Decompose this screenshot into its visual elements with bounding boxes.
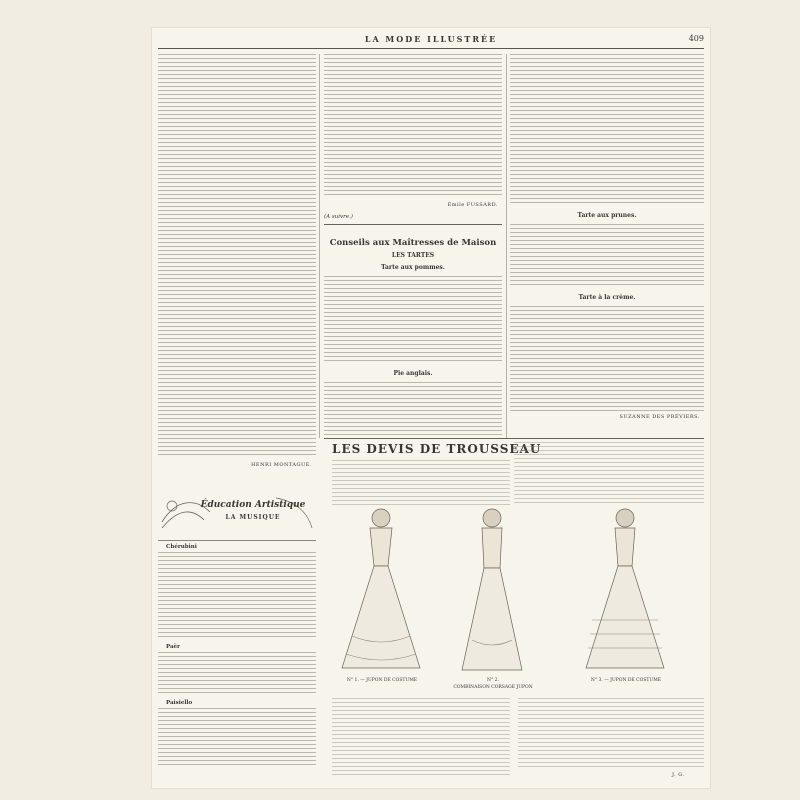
petticoat-illustration bbox=[338, 508, 424, 676]
article-text-block bbox=[324, 382, 502, 436]
article-text-block bbox=[510, 224, 704, 288]
article-text-block bbox=[324, 54, 502, 196]
section-rule bbox=[324, 438, 704, 439]
lead-word: Paër bbox=[166, 644, 180, 650]
section-banner-education bbox=[158, 488, 316, 541]
author-signature: SUZANNE DES PRÉVIERS. bbox=[619, 414, 700, 420]
article-text-block bbox=[332, 698, 510, 776]
combination-illustration bbox=[452, 508, 532, 676]
article-text-block bbox=[510, 54, 704, 204]
article-text-block bbox=[158, 54, 316, 456]
page-number: 409 bbox=[688, 34, 704, 43]
author-signature: HENRI MONTAGUE. bbox=[251, 462, 312, 468]
lead-word: Chérubini bbox=[166, 544, 197, 550]
article-text-block bbox=[332, 460, 510, 506]
column-divider bbox=[506, 54, 507, 438]
subheading: Tarte aux prunes. bbox=[577, 212, 637, 219]
figure-caption: N° 1. — JUPON DE COSTUME bbox=[346, 678, 418, 683]
article-text-block bbox=[158, 708, 316, 768]
article-text-block bbox=[158, 552, 316, 638]
section-title: LES DEVIS DE TROUSSEAU bbox=[332, 442, 542, 456]
section-subtitle: LES TARTES bbox=[391, 252, 435, 259]
article-text-block bbox=[514, 442, 704, 506]
to-be-continued: (A suivre.) bbox=[324, 214, 353, 220]
article-text-block bbox=[510, 306, 704, 414]
subheading: Pie anglais. bbox=[393, 370, 433, 377]
lead-word: Paisiello bbox=[166, 700, 193, 706]
magazine-page bbox=[152, 28, 710, 788]
article-text-block bbox=[324, 276, 502, 364]
article-text-block bbox=[518, 698, 704, 768]
figure-caption: N° 2. bbox=[487, 678, 499, 683]
section-subtitle: LA MUSIQUE bbox=[225, 514, 281, 521]
column-divider bbox=[319, 54, 320, 438]
figure-caption: N° 3. — JUPON DE COSTUME bbox=[590, 678, 662, 683]
figure-caption: COMBINAISON CORSAGE JUPON bbox=[453, 685, 533, 690]
subheading: Tarte à la crème. bbox=[578, 294, 636, 301]
section-title: Conseils aux Maîtresses de Maison bbox=[329, 238, 497, 248]
section-rule bbox=[324, 224, 502, 225]
author-signature: Émile FUSSARD. bbox=[447, 202, 498, 208]
petticoat-illustration bbox=[582, 508, 668, 676]
header-rule bbox=[158, 48, 704, 49]
running-title: LA MODE ILLUSTRÉE bbox=[364, 34, 498, 44]
section-title: Éducation Artistique bbox=[200, 500, 306, 510]
ornament-icon bbox=[158, 492, 316, 532]
article-text-block bbox=[158, 652, 316, 696]
subheading: Tarte aux pommes. bbox=[381, 264, 445, 271]
author-signature: J. G. bbox=[672, 772, 685, 778]
page-header bbox=[152, 34, 710, 48]
